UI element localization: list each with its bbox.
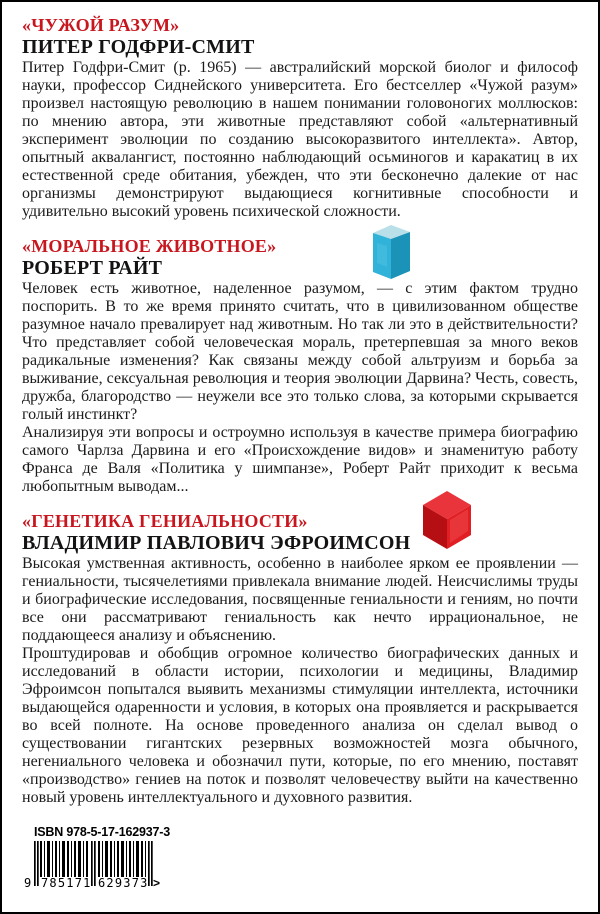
- book-description: Питер Годфри-Смит (р. 1965) — австралийский морской биолог и философ науки, профессор Сиднейского университета. Его бестселлер «Чужой разум» произвел настоящую революцию в нашем понимании головоногих моллюсков: по мнению автора, эти животные представляют собой «альтернативный эксперимент эволюции по созданию высокоразвитого интеллекта». Автор, опытный аквалангист, постоянно наблюдающий осьминогов и каракатиц в их естественной среде обитания, убежден, что эти бесконечно далекие от нас организмы демонстрируют выдающиеся когнитивные способности и удивительно высокий уровень психической сложности.: [22, 59, 578, 220]
- book-description: Проштудировав и обобщив огромное количество биографических данных и исследований в области истории, психологии и медицины, Владимир Эфроимсон попытался выявить механизмы стимуляции интеллекта, источники выдающейся одаренности и условия, в которых она проявляется и раскрывается во всей полноте. На основе проведенного анализа он сделал вывод о существовании гигантских резервных возможностей мозга обычного, негениального человека и обозначил пути, которые, по его мнению, поставят «производство» гениев на поток и позволят человечеству выйти на качественно новый уровень интеллектуального и духовного развития.: [22, 645, 578, 806]
- book-title: «ГЕНЕТИКА ГЕНИАЛЬНОСТИ»: [22, 511, 308, 531]
- isbn-barcode-block: [26, 825, 176, 893]
- book-title: «ЧУЖОЙ РАЗУМ»: [22, 15, 180, 35]
- red-cube-icon: [419, 489, 475, 551]
- book-description: Высокая умственная активность, особенно в наиболее ярком ее проявлении — гениальности, тысячелетиями привлекала внимание людей. Неисчислимы труды и биографические исследования, посвященные гениальности и гениям, но почти все они рассматривают гениальность как нечто иррациональное, не поддающееся анализу и объяснению.: [22, 555, 578, 644]
- barcode-digit-group1: 785171: [41, 876, 92, 890]
- book-title: «МОРАЛЬНОЕ ЖИВОТНОЕ»: [22, 236, 277, 256]
- barcode-suffix: >: [153, 876, 161, 890]
- book-author: ВЛАДИМИР ПАВЛОВИЧ ЭФРОИМСОН: [22, 532, 411, 554]
- book-description: Анализируя эти вопросы и остроумно используя в качестве примера биографию самого Чарлза Дарвина и его «Происхождение видов» и знаменитую работу Франса де Валя «Политика у шимпанзе», Роберт Райт приходит к весьма любопытным выводам...: [22, 424, 578, 495]
- ean13-barcode: [24, 841, 161, 893]
- blue-cube-faces: [373, 225, 410, 279]
- book-section-moralnoe-zhivotnoe: [22, 236, 578, 496]
- book-section-chuzhoy-razum: [22, 15, 578, 221]
- blue-cube-icon: [367, 221, 413, 279]
- barcode-digits: [24, 876, 161, 891]
- red-cube-faces: [423, 491, 471, 549]
- isbn-number: ISBN 978-5-17-162937-3: [34, 825, 170, 839]
- book-author: РОБЕРТ РАЙТ: [22, 257, 163, 279]
- barcode-digit-first: 9: [24, 876, 32, 890]
- book-description: Человек есть животное, наделенное разумом, — с этим фактом трудно поспорить. В то же время принято считать, что в цивилизованном обществе разумное начало превалирует над животным. Но так ли это в действительности? Что представляет собой человеческая мораль, претерпевшая за много веков радикальные изменения? Как связаны между собой альтруизм и борьба за выживание, сексуальная революция и теория эволюции Дарвина? Честь, совесть, дружба, благородство — неужели все это только слова, за которыми скрывается голый инстинкт?: [22, 280, 578, 423]
- barcode-digit-group2: 629373: [98, 876, 149, 890]
- book-author: ПИТЕР ГОДФРИ-СМИТ: [22, 36, 255, 58]
- book-section-genetika-genialnosti: [22, 511, 578, 807]
